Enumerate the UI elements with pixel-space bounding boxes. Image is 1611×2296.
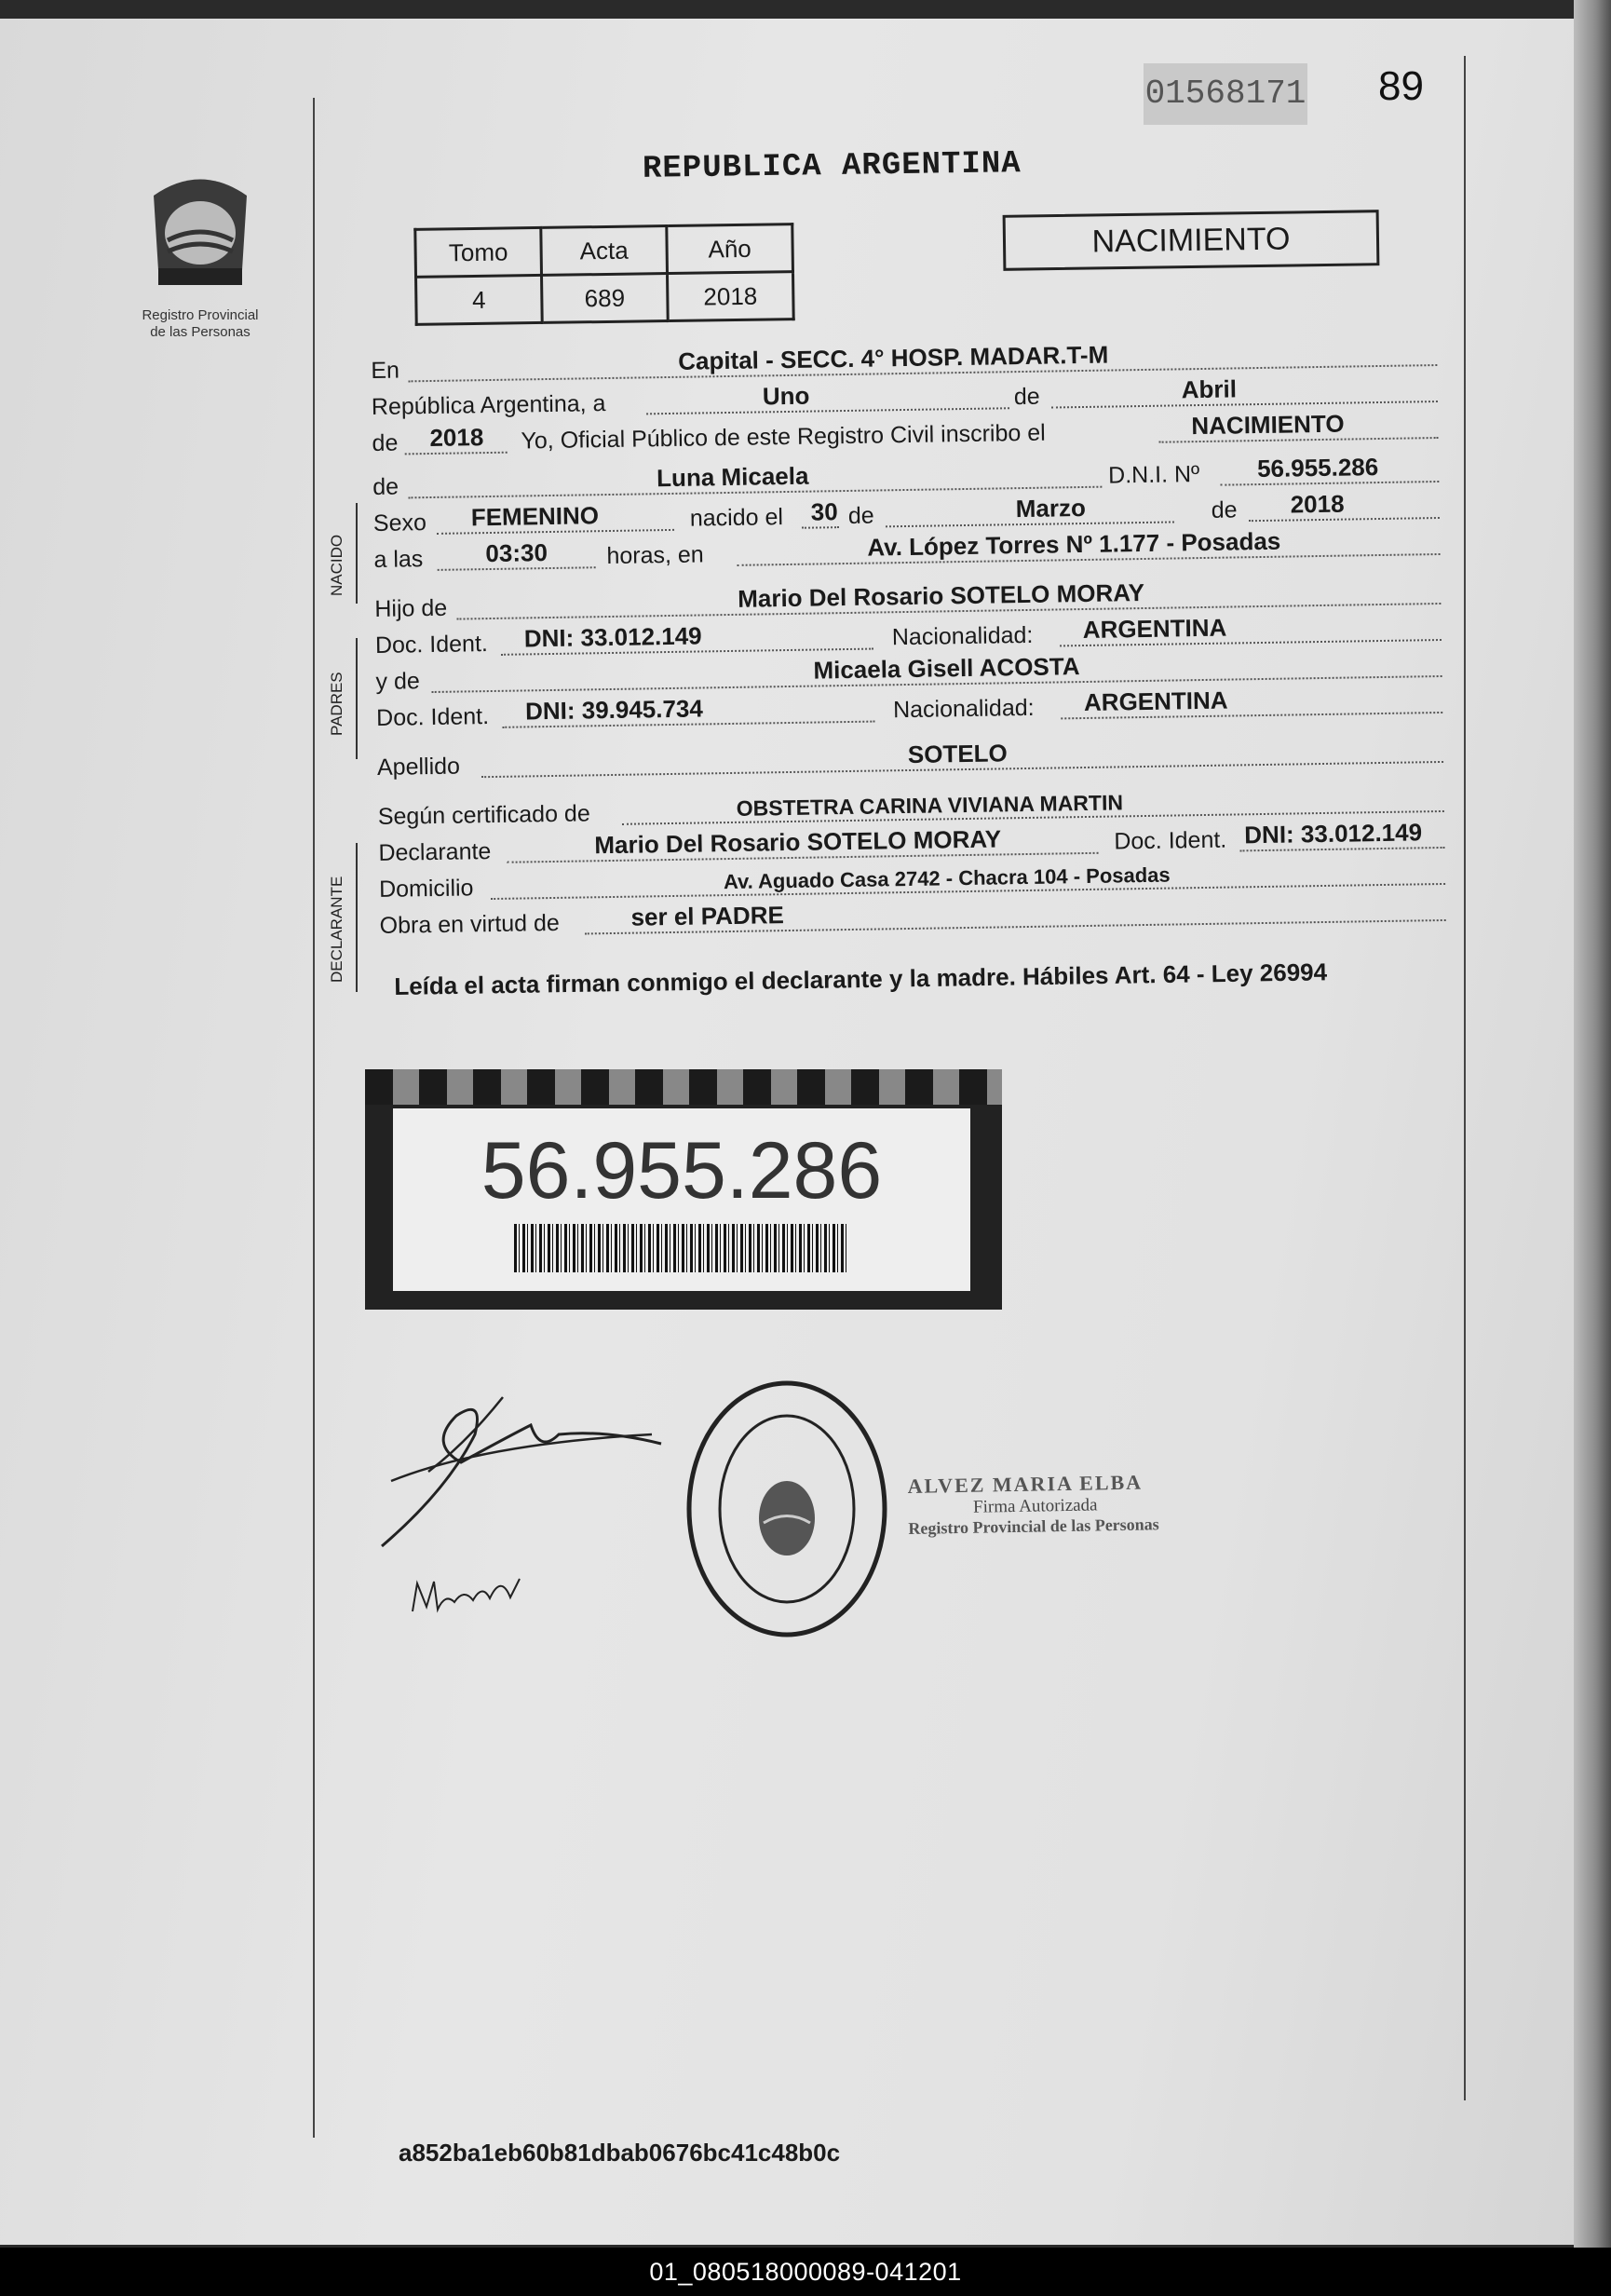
plate-pattern [365, 1069, 1002, 1105]
segun-label: Según certificado de [377, 800, 590, 830]
signature-declarante-icon [372, 1379, 670, 1565]
declarante-label: Declarante [378, 838, 492, 866]
page-edge [1574, 0, 1611, 2249]
dni-label: D.N.I. Nº [1107, 461, 1200, 489]
doc-ident-label: Doc. Ident. [374, 631, 489, 659]
mother-doc: DNI: 39.945.734 [524, 694, 704, 726]
father-doc: DNI: 33.012.149 [523, 621, 702, 653]
de-label-4: de [847, 502, 874, 529]
authority-name: ALVEZ MARIA ELBA [907, 1470, 1144, 1498]
de-label-3: de [372, 473, 399, 500]
right-margin-line [1464, 56, 1466, 2100]
registry-seal-icon [680, 1369, 894, 1649]
mother-nat: ARGENTINA [1083, 686, 1228, 717]
nacido-divider [356, 503, 358, 604]
father-nat: ARGENTINA [1082, 613, 1227, 645]
dots [802, 526, 839, 529]
birth-year: 2018 [1290, 489, 1345, 519]
hour-value: 03:30 [485, 538, 548, 568]
declarante-value: Mario Del Rosario SOTELO MORAY [594, 824, 1002, 860]
plate-inner [393, 1108, 970, 1291]
obra-label: Obra en virtud de [379, 909, 561, 939]
birth-day: 30 [810, 497, 838, 526]
de-label-5: de [1211, 496, 1238, 523]
republica-label: República Argentina, a [371, 390, 606, 420]
closing-statement: Leída el acta firman conmigo el declarante y la madre. Hábiles Art. 64 - Ley 26994 [394, 958, 1328, 1000]
nacido-label: nacido el [689, 504, 784, 532]
dots [1051, 401, 1438, 409]
de-label-2: de [372, 429, 399, 456]
name-value: Luna Micaela [656, 461, 809, 493]
hijo-label: Hijo de [374, 594, 448, 622]
day-value: Uno [762, 381, 810, 411]
sexo-value: FEMENINO [470, 501, 600, 532]
mother-name: Micaela Gisell ACOSTA [813, 652, 1080, 685]
yde-label: y de [375, 668, 421, 695]
dni-value: 56.955.286 [1256, 453, 1379, 483]
page-number: 89 [1378, 63, 1424, 109]
coat-of-arms-logo [130, 158, 270, 298]
logo-caption-line2: de las Personas [150, 324, 250, 340]
declarante-doc: DNI: 33.012.149 [1244, 818, 1423, 849]
month-value: Abril [1181, 374, 1238, 404]
ano-header: Año [667, 224, 793, 274]
footer-id: 01_080518000089-041201 [649, 2258, 962, 2286]
horas-label: horas, en [606, 541, 704, 570]
side-label-nacido: NACIDO [328, 534, 345, 596]
side-label-declarante: DECLARANTE [328, 876, 345, 983]
apellido-value: SOTELO [907, 739, 1008, 768]
padres-divider [356, 638, 358, 759]
en-label: En [371, 357, 400, 384]
alas-label: a las [373, 546, 424, 573]
dots [646, 407, 1009, 414]
declarante-divider [356, 843, 358, 992]
de-label: de [1013, 383, 1040, 411]
en-value: Capital - SECC. 4° HOSP. MADAR.T-M [677, 340, 1109, 375]
domicilio-value: Av. Aguado Casa 2742 - Chacra 104 - Posadas [723, 863, 1171, 894]
segun-value: OBSTETRA CARINA VIVIANA MARTIN [736, 790, 1124, 821]
birth-month: Marzo [1015, 493, 1087, 523]
barcode-icon [514, 1224, 849, 1272]
form-body [371, 335, 1460, 944]
record-type-box: NACIMIENTO [1003, 210, 1380, 271]
row-apellido [377, 732, 1457, 785]
document-hash: a852ba1eb60b81dbab0676bc41c48b0c [399, 2139, 841, 2167]
authority-office: Registro Provincial de las Personas [908, 1515, 1159, 1538]
place-value: Av. López Torres Nº 1.177 - Posadas [867, 526, 1281, 562]
tomo-acta-ano-table [413, 223, 794, 326]
side-label-padres: PADRES [328, 672, 345, 736]
inscribo-value: NACIMIENTO [1191, 409, 1345, 441]
signature-madre-icon [408, 1565, 529, 1621]
yo-label: Yo, Oficial Público de este Registro Civil inscribo el [521, 419, 1046, 455]
logo-caption [112, 307, 289, 341]
authority-role: Firma Autorizada [972, 1495, 1098, 1517]
acta-header: Acta [541, 226, 668, 276]
domicilio-label: Domicilio [378, 875, 474, 903]
father-name: Mario Del Rosario SOTELO MORAY [737, 577, 1145, 613]
doc-ident-label-3: Doc. Ident. [1114, 826, 1227, 855]
acta-value: 689 [542, 274, 669, 323]
sexo-label: Sexo [372, 509, 427, 537]
obra-value: ser el PADRE [630, 901, 785, 931]
tomo-header: Tomo [415, 227, 542, 277]
logo-caption-line1: Registro Provincial [142, 307, 259, 323]
document-title: REPUBLICA ARGENTINA [642, 146, 1022, 187]
apellido-label: Apellido [376, 753, 461, 781]
dni-plate [365, 1069, 1002, 1310]
nacionalidad-label-2: Nacionalidad: [892, 694, 1035, 724]
plate-dni-number: 56.955.286 [481, 1126, 883, 1216]
serial-number: 01568171 [1144, 63, 1307, 125]
ano-value: 2018 [667, 272, 793, 321]
year-value: 2018 [429, 423, 484, 453]
left-margin-line [313, 98, 315, 2138]
tomo-value: 4 [416, 275, 543, 324]
nacionalidad-label: Nacionalidad: [891, 621, 1034, 651]
authorized-signature [907, 1469, 1225, 1539]
doc-ident-label-2: Doc. Ident. [375, 703, 490, 731]
